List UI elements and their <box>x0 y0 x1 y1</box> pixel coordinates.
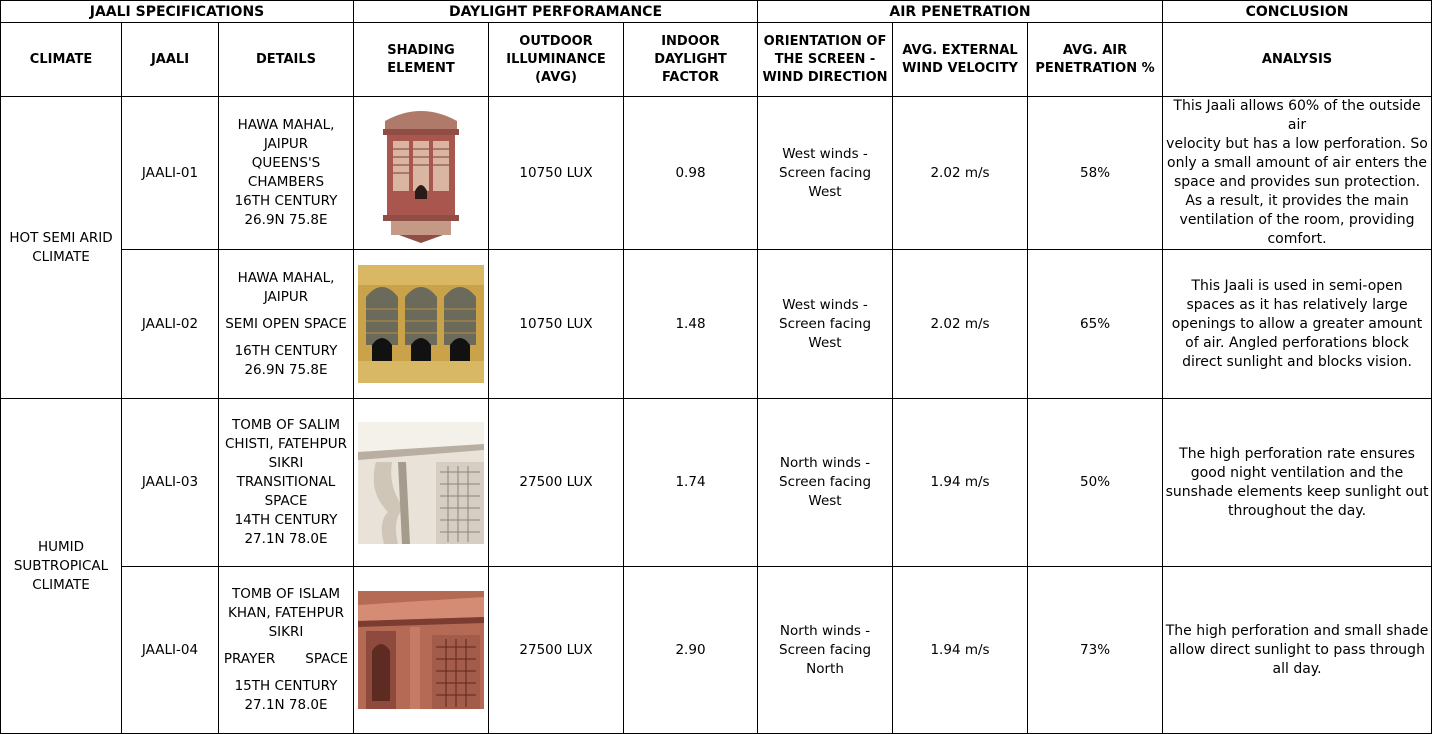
orientation-line: North <box>806 660 844 677</box>
climate-line: CLIMATE <box>32 576 90 593</box>
orientation-line: West winds - <box>782 296 868 313</box>
details-line: TRANSITIONAL <box>236 474 336 490</box>
climate-line: CLIMATE <box>32 248 90 265</box>
details-line: JAIPUR <box>263 136 309 152</box>
header-line: AVG. AIR <box>1062 42 1128 58</box>
group-header-conclusion: CONCLUSION <box>1163 1 1432 23</box>
analysis-line: This Jaali allows 60% of the outside air <box>1173 98 1421 133</box>
climate-line: HOT SEMI ARID <box>9 229 113 246</box>
details-line: HAWA MAHAL, <box>237 117 335 133</box>
orientation-cell <box>758 399 893 567</box>
climate-cell <box>1 399 122 734</box>
analysis-line: of air. Angled perforations block <box>1185 334 1409 351</box>
shading-element-cell <box>354 97 489 250</box>
analysis-line: allow direct sunlight to pass through <box>1169 641 1425 658</box>
analysis-cell <box>1163 399 1432 567</box>
wind-velocity-cell: 2.02 m/s <box>893 250 1028 399</box>
analysis-line: throughout the day. <box>1228 502 1367 519</box>
analysis-line: space and provides sun protection. <box>1173 174 1421 190</box>
col-header-penetration <box>1028 23 1163 97</box>
group-header-air: AIR PENETRATION <box>758 1 1163 23</box>
analysis-cell <box>1163 97 1432 250</box>
orientation-line: Screen facing <box>779 641 872 658</box>
col-header-climate: CLIMATE <box>1 23 122 97</box>
orientation-line: Screen facing <box>779 474 872 490</box>
details-line: SPACE <box>264 493 308 509</box>
orientation-line: Screen facing <box>779 315 872 332</box>
col-header-orientation <box>758 23 893 97</box>
daylight-factor-cell: 1.48 <box>624 250 758 399</box>
col-header-daylight-factor <box>624 23 758 97</box>
penetration-cell: 65% <box>1028 250 1163 399</box>
details-line: CHISTI, FATEHPUR <box>225 436 347 452</box>
analysis-line: openings to allow a greater amount <box>1171 315 1423 332</box>
header-line: ORIENTATION OF <box>763 33 887 49</box>
orientation-line: North winds - <box>779 622 871 639</box>
col-header-details: DETAILS <box>219 23 354 97</box>
header-line: INDOOR <box>661 33 720 49</box>
details-block <box>221 677 351 715</box>
header-line: FACTOR <box>662 69 719 85</box>
orientation-cell <box>758 567 893 734</box>
penetration-cell: 73% <box>1028 567 1163 734</box>
col-header-wind-velocity <box>893 23 1028 97</box>
analysis-line: direct sunlight and blocks vision. <box>1182 353 1412 370</box>
col-header-jaali: JAALI <box>122 23 219 97</box>
orientation-cell <box>758 250 893 399</box>
analysis-line: This Jaali is used in semi-open <box>1191 277 1403 294</box>
analysis-line: all day. <box>1272 660 1322 677</box>
shading-element-cell <box>354 399 489 567</box>
orientation-line: Screen facing <box>779 164 872 181</box>
header-line: SHADING <box>387 42 455 58</box>
header-line: OUTDOOR <box>519 33 593 49</box>
details-cell <box>219 97 354 250</box>
details-line: CHAMBERS <box>247 174 325 190</box>
details-line: TOMB OF SALIM <box>232 417 340 433</box>
col-header-illuminance <box>489 23 624 97</box>
shading-element-cell <box>354 567 489 734</box>
orientation-cell <box>758 97 893 250</box>
details-cell <box>219 399 354 567</box>
analysis-line: The high perforation and small shade <box>1165 622 1429 639</box>
analysis-line: comfort. <box>1267 231 1327 247</box>
daylight-factor-cell: 0.98 <box>624 97 758 250</box>
details-line: 27.1N 78.0E <box>244 697 328 713</box>
details-line: 27.1N 78.0E <box>244 531 328 547</box>
orientation-line: North winds - <box>779 455 871 471</box>
details-line: KHAN, FATEHPUR <box>228 605 344 621</box>
climate-line: SUBTROPICAL <box>13 557 109 574</box>
header-line: ELEMENT <box>387 60 455 76</box>
group-header-row <box>1 1 1432 23</box>
daylight-factor-cell: 1.74 <box>624 399 758 567</box>
details-block <box>221 342 351 380</box>
illuminance-cell: 27500 LUX <box>489 399 624 567</box>
details-line: QUEENS'S <box>251 155 321 171</box>
analysis-line: only a small amount of air enters the <box>1167 155 1428 171</box>
penetration-cell: 58% <box>1028 97 1163 250</box>
jaali-id-cell: JAALI-03 <box>122 399 219 567</box>
group-header-specs: JAALI SPECIFICATIONS <box>1 1 354 23</box>
analysis-cell <box>1163 250 1432 399</box>
jharokha-image <box>371 103 471 243</box>
details-line: SIKRI <box>268 624 304 640</box>
analysis-cell <box>1163 567 1432 734</box>
header-line: WIND VELOCITY <box>902 60 1018 76</box>
table-row <box>1 567 1432 734</box>
hawa-mahal-jaali-image <box>358 265 484 383</box>
wind-velocity-cell: 1.94 m/s <box>893 399 1028 567</box>
details-line: SIKRI <box>268 455 304 471</box>
details-line: PRAYER SPACE <box>223 651 349 667</box>
orientation-line: West <box>808 334 842 351</box>
jaali-id-cell: JAALI-04 <box>122 567 219 734</box>
wind-velocity-cell: 2.02 m/s <box>893 97 1028 250</box>
details-line: 16TH CENTURY <box>234 342 338 359</box>
illuminance-cell: 27500 LUX <box>489 567 624 734</box>
jaali-id-cell: JAALI-02 <box>122 250 219 399</box>
header-line: (AVG) <box>535 69 577 85</box>
climate-cell <box>1 97 122 399</box>
analysis-line: good night ventilation and the <box>1190 464 1404 481</box>
header-line: WIND DIRECTION <box>762 69 888 85</box>
table-row <box>1 97 1432 250</box>
header-line: DAYLIGHT <box>654 51 727 67</box>
analysis-line: sunshade elements keep sunlight out <box>1165 483 1429 500</box>
group-header-daylight: DAYLIGHT PERFORAMANCE <box>354 1 758 23</box>
details-line: TOMB OF ISLAM <box>231 586 341 602</box>
analysis-line: ventilation of the room, providing <box>1179 212 1415 228</box>
header-line: THE SCREEN - <box>774 51 876 67</box>
details-line: 15TH CENTURY <box>234 678 338 694</box>
details-line: 26.9N 75.8E <box>244 212 328 228</box>
details-cell <box>219 250 354 399</box>
marble-jaali-image <box>358 422 484 544</box>
illuminance-cell: 10750 LUX <box>489 97 624 250</box>
red-sandstone-jaali-image <box>358 591 484 709</box>
daylight-factor-cell: 2.90 <box>624 567 758 734</box>
shading-element-cell <box>354 250 489 399</box>
details-line: 26.9N 75.8E <box>244 361 328 378</box>
col-header-analysis: ANALYSIS <box>1163 23 1432 97</box>
details-line: HAWA MAHAL, <box>237 269 335 286</box>
orientation-line: West <box>808 493 842 509</box>
orientation-line: West winds - <box>782 145 868 162</box>
col-header-shading <box>354 23 489 97</box>
details-cell <box>219 567 354 734</box>
climate-line: HUMID <box>37 538 85 555</box>
details-line: 14TH CENTURY <box>234 512 338 528</box>
table-row <box>1 399 1432 567</box>
table-row <box>1 250 1432 399</box>
analysis-line: spaces as it has relatively large <box>1186 296 1408 313</box>
analysis-line: The high perforation rate ensures <box>1179 445 1415 462</box>
details-line: SEMI OPEN SPACE <box>225 315 347 332</box>
wind-velocity-cell: 1.94 m/s <box>893 567 1028 734</box>
details-line: 16TH CENTURY <box>234 193 338 209</box>
analysis-line: As a result, it provides the main <box>1185 193 1409 209</box>
illuminance-cell: 10750 LUX <box>489 250 624 399</box>
jaali-id-cell: JAALI-01 <box>122 97 219 250</box>
column-header-row <box>1 23 1432 97</box>
header-line: ILLUMINANCE <box>506 51 606 67</box>
header-line: PENETRATION % <box>1035 60 1155 76</box>
analysis-line: velocity but has a low perforation. So <box>1166 136 1428 152</box>
header-line: AVG. EXTERNAL <box>902 42 1018 58</box>
details-line: JAIPUR <box>263 288 309 305</box>
penetration-cell: 50% <box>1028 399 1163 567</box>
orientation-line: West <box>808 183 842 200</box>
